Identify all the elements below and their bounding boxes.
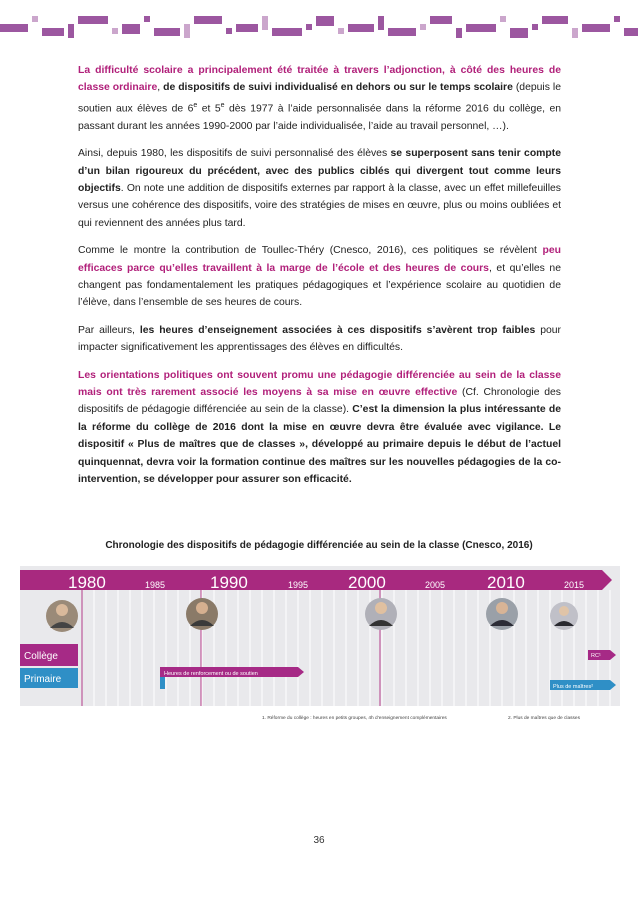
bar-rc-label: RC¹ <box>591 653 601 659</box>
banner-block <box>0 24 28 32</box>
banner-block <box>262 16 268 30</box>
p4-bold: les heures d’enseignement associées à ces dispositifs s’avèrent trop faibles <box>139 324 536 336</box>
p2-bold: se superposent sans tenir compte d’un bilan rigoureux du précédent, avec des publics ciblés qui divergent tout comme leurs objectifs <box>78 148 561 194</box>
portrait-2015 <box>550 602 578 630</box>
banner-block <box>112 28 118 34</box>
p1-highlight: La difficulté scolaire a principalement été traitée à travers l’adjonction, à côté des heures de classe ordinaire <box>78 65 561 94</box>
banner-block <box>572 28 578 38</box>
banner-block <box>236 24 258 32</box>
banner-block <box>194 16 222 24</box>
p5-bold: C’est la dimension la plus intéressante de la réforme du collège de 2016 dont la mise en œuvre devra être évaluée avec vigilance. Le dispositif « Plus de maîtres que de classes », développé au primaire depuis le début de l’actuel quinquennat, devra voir la formation continue des maîtres sur les nouvelles pédagogies de la co-intervention, se développer pour assurer son efficacité. <box>78 404 561 485</box>
banner-block <box>542 16 568 24</box>
footnote-2: 2. Plus de maîtres que de classes <box>508 716 580 721</box>
banner-block <box>624 28 638 36</box>
banner-block <box>154 28 180 36</box>
banner-block <box>32 16 38 22</box>
footnote-1: 1. Réforme du collège : heures en petits groupes, 4h d’enseignement complémentaires <box>262 716 447 721</box>
year-1995: 1995 <box>288 580 309 590</box>
year-1990: 1990 <box>210 573 248 592</box>
banner-block <box>78 16 108 24</box>
portrait-2010 <box>486 598 518 630</box>
paragraph-5: Les orientations politiques ont souvent promu une pédagogie différenciée au sein de la classe mais ont très rarement associé les moyens à sa mise en œuvre effective (Cf. Chronologie des dispositifs de pédagogie différenciée au sein de la classe). C’est la dimension la plus intéressante de la réforme du collège de 2016 dont la mise en œuvre devra être évaluée avec vigilance. Le dispositif « Plus de maîtres que de classes », développé au primaire depuis le début de l’actuel quinquennat, devra voir la formation continue des maîtres sur les nouvelles pédagogies de la co-intervention, se développer pour assurer son efficacité. <box>78 369 561 485</box>
banner-block <box>42 28 64 36</box>
banner-block <box>500 16 506 22</box>
year-1985: 1985 <box>145 580 166 590</box>
banner-block <box>144 16 150 22</box>
banner-block <box>420 24 426 30</box>
banner-block <box>430 16 452 24</box>
year-2015: 2015 <box>564 580 585 590</box>
banner-block <box>272 28 302 36</box>
banner-block <box>510 28 528 38</box>
p5-highlight: Les orientations politiques ont souvent promu une pédagogie différenciée au sein de la classe mais ont très rarement associé les moyens à sa mise en œuvre effective <box>78 369 561 398</box>
year-2005: 2005 <box>425 580 446 590</box>
portrait-1980 <box>46 600 78 632</box>
paragraph-3: Comme le montre la contribution de Toullec-Théry (Cnesco, 2016), ces politiques se révèlent peu efficaces parce qu’elles travaillent à la marge de l’école et des heures de cours, et qu’elles ne changent pas fondamentalement les pratiques pédagogiques et l’expérience scolaire au quotidien de l’élève, dans l’ensemble de ses heures de cours. <box>78 245 561 309</box>
banner-block <box>122 24 140 34</box>
banner-block <box>378 16 384 30</box>
page-number: 36 <box>313 835 325 846</box>
bar-plus-maitres-label: Plus de maîtres² <box>553 684 594 690</box>
year-2000: 2000 <box>348 573 386 592</box>
row-primaire-label: Primaire <box>24 674 62 685</box>
portrait-2000 <box>365 598 397 630</box>
body-text <box>78 62 561 498</box>
banner-block <box>316 16 334 26</box>
banner-block <box>338 28 344 34</box>
banner-block <box>532 24 538 30</box>
p1-bold: de dispositifs de suivi individualisé en dehors ou sur le temps scolaire <box>163 82 513 94</box>
figure-caption: Chronologie des dispositifs de pédagogie différenciée au sein de la classe (Cnesco, 2016) <box>105 540 533 551</box>
banner-block <box>226 28 232 34</box>
row-college-label: Collège <box>24 651 58 662</box>
header-banner <box>0 10 638 38</box>
banner-block <box>582 24 610 32</box>
year-2010: 2010 <box>487 573 525 592</box>
banner-block <box>184 24 190 38</box>
banner-block <box>614 16 620 22</box>
banner-block <box>348 24 374 32</box>
banner-block <box>68 24 74 38</box>
banner-block <box>306 24 312 30</box>
banner-block <box>456 28 462 38</box>
paragraph-1: La difficulté scolaire a principalement été traitée à travers l’adjonction, à côté des heures de classe ordinaire, de dispositifs de suivi individualisé en dehors ou sur le temps scolaire (depuis le soutien aux élèves de 6e et 5e dès 1977 à l’aide personnalisée dans la réforme 2016 du collège, en passant durant les années 1990-2000 par l’aide individualisée, l’aide au travail personnel, …). <box>78 65 561 132</box>
p3-highlight: peu efficaces parce qu’elles travaillent à la marge de l’école et des heures de cours <box>78 245 561 274</box>
year-1980: 1980 <box>68 573 106 592</box>
bar-soutien-label: Heures de renforcement ou de soutien <box>164 671 258 677</box>
portrait-1990 <box>186 598 218 630</box>
bar-soutien-primaire <box>160 677 165 689</box>
banner-block <box>388 28 416 36</box>
paragraph-2: Ainsi, depuis 1980, les dispositifs de suivi personnalisé des élèves se superposent sans tenir compte d’un bilan rigoureux du précédent, avec des publics ciblés qui divergent tout comme leurs objectifs. On note une addition de dispositifs externes par rapport à la classe, avec un effet millefeuilles versus une cohérence des dispositifs, voire des stratégies de mises en œuvre, plus ou moins oubliées et qui reviennent des années plus tard. <box>78 148 561 229</box>
paragraph-4: Par ailleurs, les heures d’enseignement associées à ces dispositifs s’avèrent trop faibles pour impacter significativement les apprentissages des élèves en difficultés. <box>78 324 562 354</box>
timeline-figure <box>20 566 620 726</box>
banner-block <box>466 24 496 32</box>
